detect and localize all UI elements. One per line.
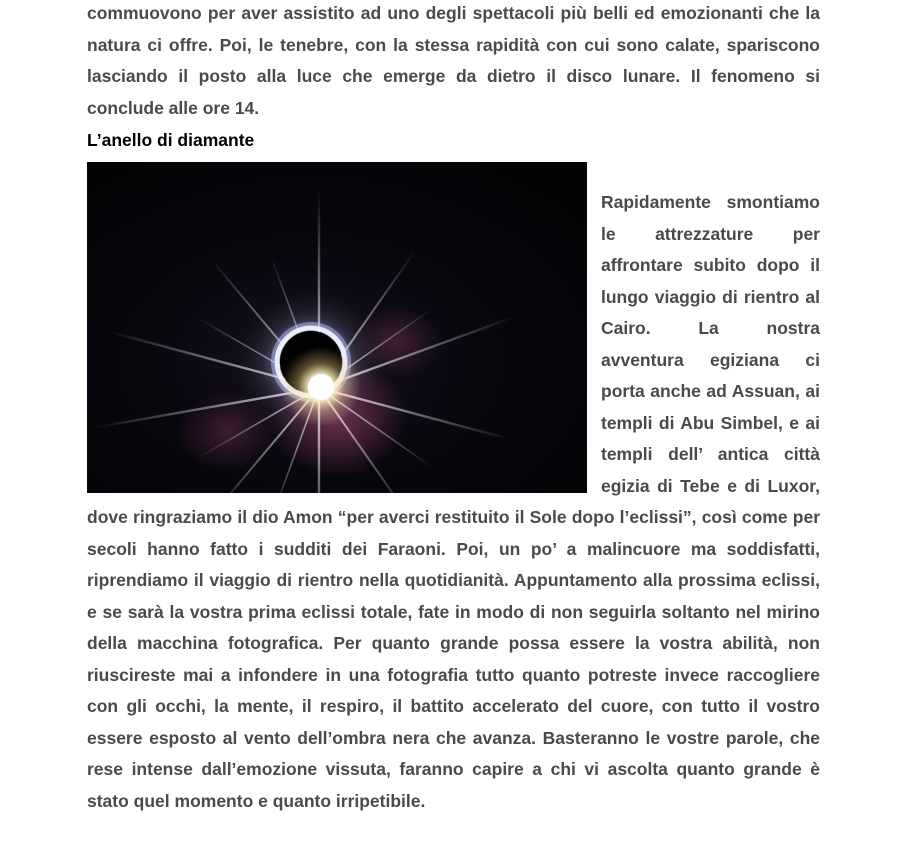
section-body <box>87 162 820 817</box>
solar-eclipse-photo <box>87 162 587 493</box>
paragraph-return-journey: Rapidamente smontiamo le attrezzature per affrontare subito dopo il lungo viaggio di rientro al Cairo. La nostra avventura egiziana ci porta anche ad Assuan, ai templi di Abu Simbel, e ai templi dell’ antica città egizia di Tebe e di Luxor, dove ringraziamo il dio Amon “per averci restituito il Sole dopo l’eclissi”, così come per secoli hanno fatto i sudditi dei Faraoni. Poi, un po’ a malincuore ma soddisfatti, riprendiamo il viaggio di rientro nella quotidianità. Appuntamento alla prossima eclissi, e se sarà la vostra prima eclissi totale, fate in modo di non seguirla soltanto nel mirino della macchina fotografica. Per quanto grande possa essere la vostra abilità, non riuscireste mai a infondere in una fotografia tutto quanto potreste invece raccogliere con gli occhi, la mente, il respiro, il battito accelerato del cuore, con tutto il vostro essere esposto al vento dell’ombra nera che avanza. Basteranno le vostre parole, che rese intense dall’emozione vissuta, faranno capire a chi vi ascolta quanto grande è stato quel momento e quanto irripetibile. <box>87 192 820 811</box>
eclipse-diamond-ring-icon <box>87 162 587 493</box>
section-heading: L’anello di diamante <box>87 130 255 150</box>
paragraph-eclipse-ending: commuovono per aver assistito ad uno degli spettacoli più belli ed emozionanti che la natura ci offre. Poi, le tenebre, con la stessa rapidità con cui sono calate, spariscono lasciando il posto alla luce che emerge da dietro il disco lunare. Il fenomeno si conclude alle ore 14. <box>87 3 820 118</box>
